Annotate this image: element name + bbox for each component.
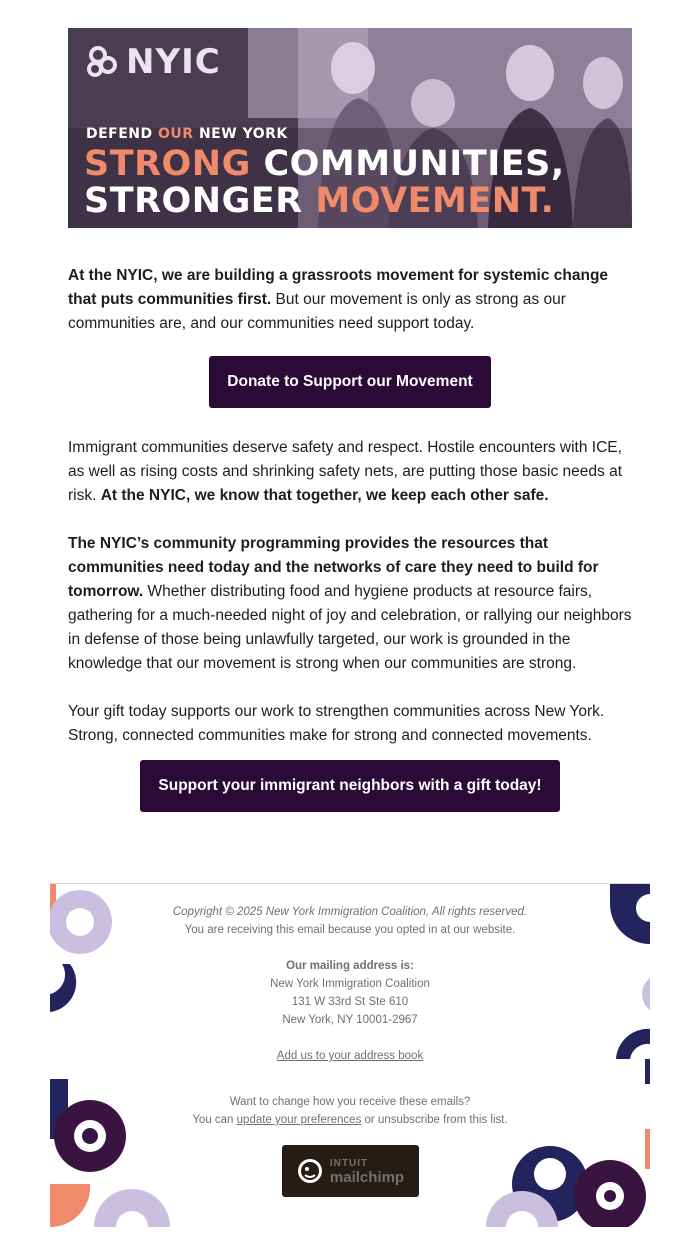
gift-paragraph: Your gift today supports our work to strengthen communities across New York. Strong, connected communities make for strong and connected movements.: [68, 703, 605, 744]
safety-bold: At the NYIC, we know that together, we keep each other safe.: [100, 487, 549, 504]
email-body: [68, 264, 632, 812]
nyic-logo-icon: [86, 45, 120, 79]
programming-rest: Whether distributing food and hygiene products at resource fairs, gathering for a much-needed night of joy and celebration, or rallying our neighbors in defense of those being unlawfully targeted, our work is grounded in the knowledge that our movement is strong when our communities are strong.: [68, 583, 632, 672]
address-book-wrap: [50, 1047, 650, 1065]
address-city: New York, NY 10001-2967: [282, 1014, 418, 1026]
kicker-suffix: NEW YORK: [193, 126, 288, 142]
nyic-logo: [86, 42, 221, 82]
unsubscribe-text: or unsubscribe from this list.: [361, 1114, 508, 1126]
gift-button-wrap: [68, 760, 632, 812]
intro-rest: But our movement is only as strong as our communities are, and our communities need support today.: [68, 291, 566, 332]
address-street: 131 W 33rd St Ste 610: [291, 996, 409, 1008]
footer-copyright: Copyright © 2025 New York Immigration Coalition, All rights reserved.: [172, 906, 528, 918]
programming-bold: The NYIC’s community programming provides the resources that communities need today and the networks of care they need to build for tomorrow.: [68, 535, 599, 600]
preferences-line: [50, 1111, 650, 1129]
you-can-text: You can: [192, 1114, 237, 1126]
kicker-accent: OUR: [158, 126, 194, 142]
mailing-address-heading: Our mailing address is:: [286, 960, 414, 972]
safety-text: Immigrant communities deserve safety and respect. Hostile encounters with ICE, as well as rising costs and shrinking safety nets, are putting those basic needs at risk.: [68, 439, 622, 504]
change-prompt: Want to change how you receive these emails?: [229, 1096, 471, 1108]
headline-accent-1: STRONG: [84, 144, 251, 184]
hero-headline: [84, 146, 565, 220]
nyic-logo-text: NYIC: [126, 42, 221, 82]
address-name: New York Immigration Coalition: [270, 978, 430, 990]
mailchimp-freddie-icon: [296, 1157, 324, 1185]
mailchimp-badge-wrap: [50, 1145, 650, 1197]
gift-button[interactable]: Support your immigrant neighbors with a gift today!: [140, 760, 559, 812]
kicker-prefix: DEFEND: [86, 126, 159, 142]
hero-banner: [68, 28, 632, 228]
programming-paragraph: [68, 532, 632, 676]
update-preferences-link[interactable]: update your preferences: [236, 1114, 362, 1126]
headline-rest-1: COMMUNITIES,: [250, 144, 565, 184]
hero-kicker: [86, 126, 288, 142]
email-footer: [50, 883, 650, 1227]
footer-opted-in: You are receiving this email because you opted in at our website.: [184, 924, 516, 936]
intro-paragraph: [68, 264, 632, 336]
footer-text-block: [50, 884, 650, 1197]
add-to-address-book-link[interactable]: Add us to your address book: [276, 1050, 424, 1062]
mailchimp-intuit: INTUIT: [329, 1158, 369, 1169]
intro-bold: At the NYIC, we are building a grassroots movement for systemic change that puts communities first.: [68, 267, 609, 308]
headline-accent-2: MOVEMENT.: [315, 181, 555, 221]
headline-rest-2: STRONGER: [84, 181, 316, 221]
donate-button[interactable]: Donate to Support our Movement: [209, 356, 490, 408]
safety-paragraph: [68, 436, 632, 508]
mailchimp-name: mailchimp: [329, 1169, 405, 1186]
mailchimp-wordmark: [330, 1157, 404, 1185]
mailchimp-badge[interactable]: [282, 1145, 419, 1197]
donate-button-wrap: [68, 356, 632, 408]
